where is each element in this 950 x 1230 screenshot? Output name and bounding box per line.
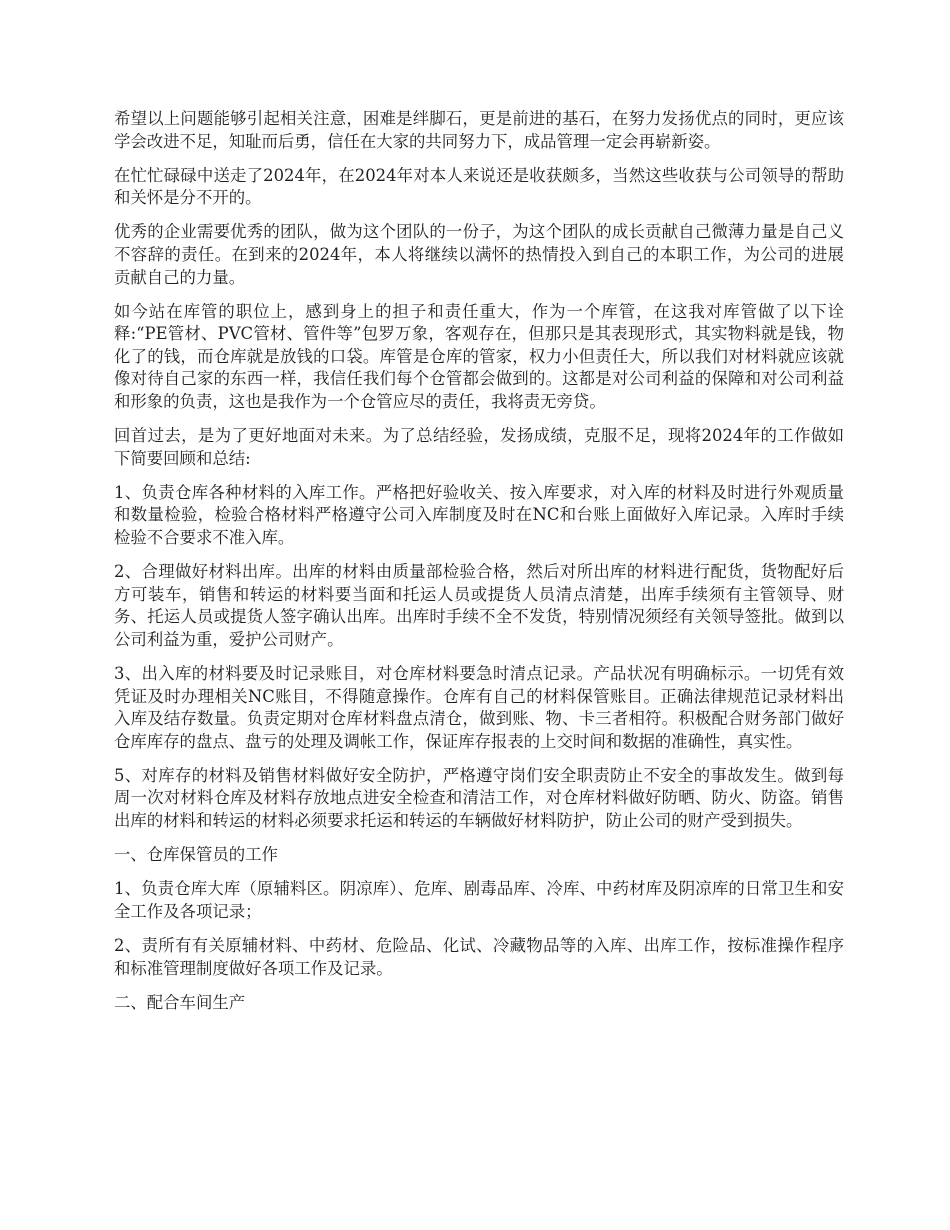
section-heading-2: 二、配合车间生产 [114, 992, 246, 1012]
paragraph-4: 如今站在库管的职位上，感到身上的担子和责任重大，作为一个库管，在这我对库管做了以下诠释:“PE管材、PVC管材、管件等”包罗万象，客观存在，但那只是其表现形式，其实物料就是钱，物化了的钱，而仓库就是放钱的口袋。库管是仓库的管家，权力小但责任大，所以我们对材料就应该就像对待自己家的东西一样，我信任我们每个仓管都会做到的。这都是对公司利益的保障和对公司利益和形象的负责，这也是我作为一个仓管应尽的责任，我将责无旁贷。 [114, 301, 844, 412]
paragraph-7: 2、合理做好材料出库。出库的材料由质量部检验合格，然后对所出库的材料进行配货，货物配好后方可装车，销售和转运的材料要当面和托运人员或提货人员清点清楚，出库手续须有主管领导、财务、托运人员或提货人签字确认出库。出库时手续不全不发货，特别情况须经有关领导签批。做到以公司利益为重，爱护公司财产。 [114, 562, 844, 649]
document-body [114, 108, 844, 1026]
paragraph-10: 1、负责仓库大库（原辅料区。阴凉库）、危库、剧毒品库、冷库、中药材库及阴凉库的日常卫生和安全工作及各项记录； [114, 879, 844, 921]
paragraph-2: 在忙忙碌碌中送走了2024年，在2024年对本人来说还是收获颇多，当然这些收获与公司领导的帮助和关怀是分不开的。 [114, 165, 844, 208]
section-heading-1: 一、仓库保管员的工作 [114, 845, 278, 865]
paragraph-5: 回首过去，是为了更好地面对未来。为了总结经验，发扬成绩，克服不足，现将2024年的工作做如下简要回顾和总结: [114, 426, 844, 468]
paragraph-9: 5、对库存的材料及销售材料做好安全防护，严格遵守岗们安全职责防止不安全的事故发生。做到每周一次对材料仓库及材料存放地点进安全检查和清洁工作，对仓库材料做好防晒、防火、防盗。销售出库的材料和转运的材料必须要求托运和转运的车辆做好材料防护，防止公司的财产受到损失。 [114, 765, 844, 831]
paragraph-6: 1、负责仓库各种材料的入库工作。严格把好验收关、按入库要求，对入库的材料及时进行外观质量和数量检验，检验合格材料严格遵守公司入库制度及时在NC和台账上面做好入库记录。入库时手续检验不合要求不准入库。 [114, 482, 844, 547]
paragraph-8: 3、出入库的材料要及时记录账目，对仓库材料要急时清点记录。产品状况有明确标示。一切凭有效凭证及时办理相关NC账目，不得随意操作。仓库有自己的材料保管账目。正确法律规范记录材料出入库及结存数量。负责定期对仓库材料盘点清仓，做到账、物、卡三者相符。积极配合财务部门做好仓库库存的盘点、盘亏的处理及调帐工作，保证库存报表的上交时间和数据的准确性，真实性。 [114, 663, 844, 751]
paragraph-1: 希望以上问题能够引起相关注意，困难是绊脚石，更是前进的基石，在努力发扬优点的同时，更应该学会改进不足，知耻而后勇，信任在大家的共同努力下，成品管理一定会再崭新姿。 [114, 109, 844, 151]
paragraph-3: 优秀的企业需要优秀的团队，做为这个团队的一份子，为这个团队的成长贡献自己微薄力量是自己义不容辞的责任。在到来的2024年，本人将继续以满怀的热情投入到自己的本职工作，为公司的进展贡献自己的力量。 [114, 222, 844, 287]
paragraph-11: 2、责所有有关原辅材料、中药材、危险品、化试、冷藏物品等的入库、出库工作，按标准操作程序和标准管理制度做好各项工作及记录。 [114, 935, 844, 978]
